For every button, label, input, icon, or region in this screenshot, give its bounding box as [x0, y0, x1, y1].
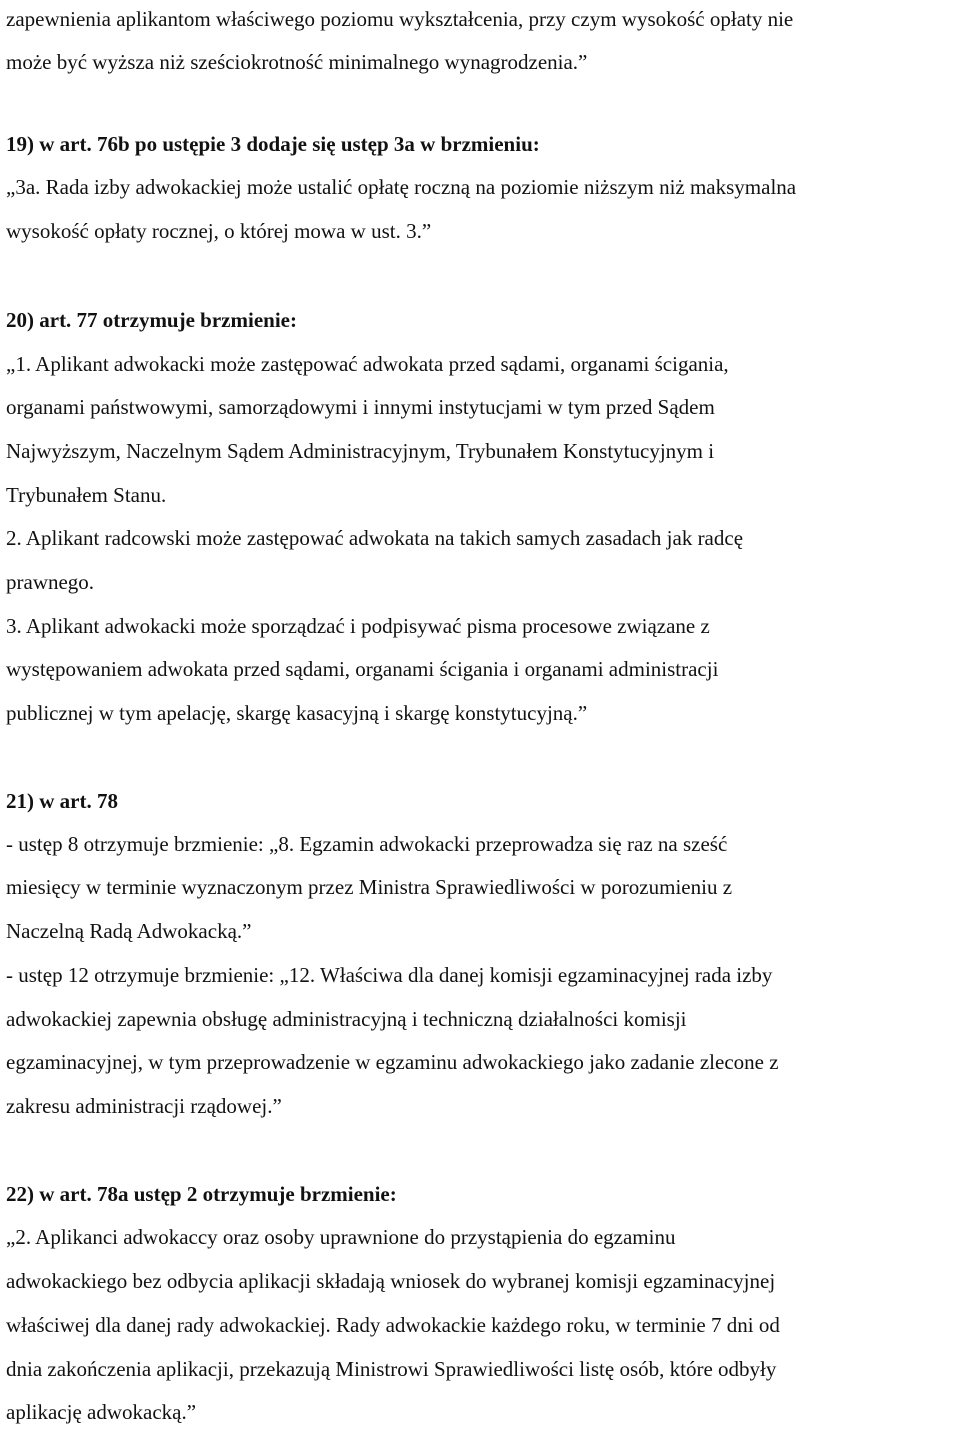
text-line: adwokackiego bez odbycia aplikacji składają wniosek do wybranej komisji egzaminacyjnej — [6, 1269, 776, 1293]
text-line: zakresu administracji rządowej.” — [6, 1094, 282, 1118]
text-line: miesięcy w terminie wyznaczonym przez Ministra Sprawiedliwości w porozumieniu z — [6, 875, 733, 899]
text-line: zapewnienia aplikantom właściwego poziomu wykształcenia, przy czym wysokość opłaty nie — [6, 7, 794, 31]
section-heading: 20) art. 77 otrzymuje brzmienie: — [6, 308, 297, 332]
section-heading: 21) w art. 78 — [6, 789, 118, 813]
text-line: egzaminacyjnej, w tym przeprowadzenie w egzaminu adwokackiego jako zadanie zlecone z — [6, 1050, 779, 1074]
text-line: może być wyższa niż sześciokrotność minimalnego wynagrodzenia.” — [6, 50, 588, 74]
text-line: Trybunałem Stanu. — [6, 483, 167, 507]
text-line: Najwyższym, Naczelnym Sądem Administracyjnym, Trybunałem Konstytucyjnym i — [6, 439, 715, 463]
text-line: adwokackiej zapewnia obsługę administracyjną i techniczną działalności komisji — [6, 1007, 687, 1031]
text-line: publicznej w tym apelację, skargę kasacyjną i skargę konstytucyjną.” — [6, 701, 588, 725]
section-heading: 22) w art. 78a ustęp 2 otrzymuje brzmienie: — [6, 1182, 397, 1206]
section-heading: 19) w art. 76b po ustępie 3 dodaje się ustęp 3a w brzmieniu: — [6, 132, 540, 156]
text-line: dnia zakończenia aplikacji, przekazują Ministrowi Sprawiedliwości listę osób, które odbyły — [6, 1357, 777, 1381]
text-line: 2. Aplikant radcowski może zastępować adwokata na takich samych zasadach jak radcę — [6, 526, 744, 550]
text-line: Naczelną Radą Adwokacką.” — [6, 919, 252, 943]
text-line: właściwej dla danej rady adwokackiej. Rady adwokackie każdego roku, w terminie 7 dni od — [6, 1313, 780, 1337]
text-line: „1. Aplikant adwokacki może zastępować adwokata przed sądami, organami ścigania, — [6, 352, 729, 376]
text-line: - ustęp 12 otrzymuje brzmienie: „12. Właściwa dla danej komisji egzaminacyjnej rada izby — [6, 963, 773, 987]
text-line: 3. Aplikant adwokacki może sporządzać i podpisywać pisma procesowe związane z — [6, 614, 710, 638]
text-line: - ustęp 8 otrzymuje brzmienie: „8. Egzamin adwokacki przeprowadza się raz na sześć — [6, 832, 728, 856]
text-line: aplikację adwokacką.” — [6, 1400, 197, 1424]
text-line: wysokość opłaty rocznej, o której mowa w ust. 3.” — [6, 219, 432, 243]
text-line: „3a. Rada izby adwokackiej może ustalić opłatę roczną na poziomie niższym niż maksymalna — [6, 175, 797, 199]
text-line: występowaniem adwokata przed sądami, organami ścigania i organami administracji — [6, 657, 719, 681]
text-line: organami państwowymi, samorządowymi i innymi instytucjami w tym przed Sądem — [6, 395, 715, 419]
text-line: prawnego. — [6, 570, 95, 594]
text-line: „2. Aplikanci adwokaccy oraz osoby uprawnione do przystąpienia do egzaminu — [6, 1225, 676, 1249]
